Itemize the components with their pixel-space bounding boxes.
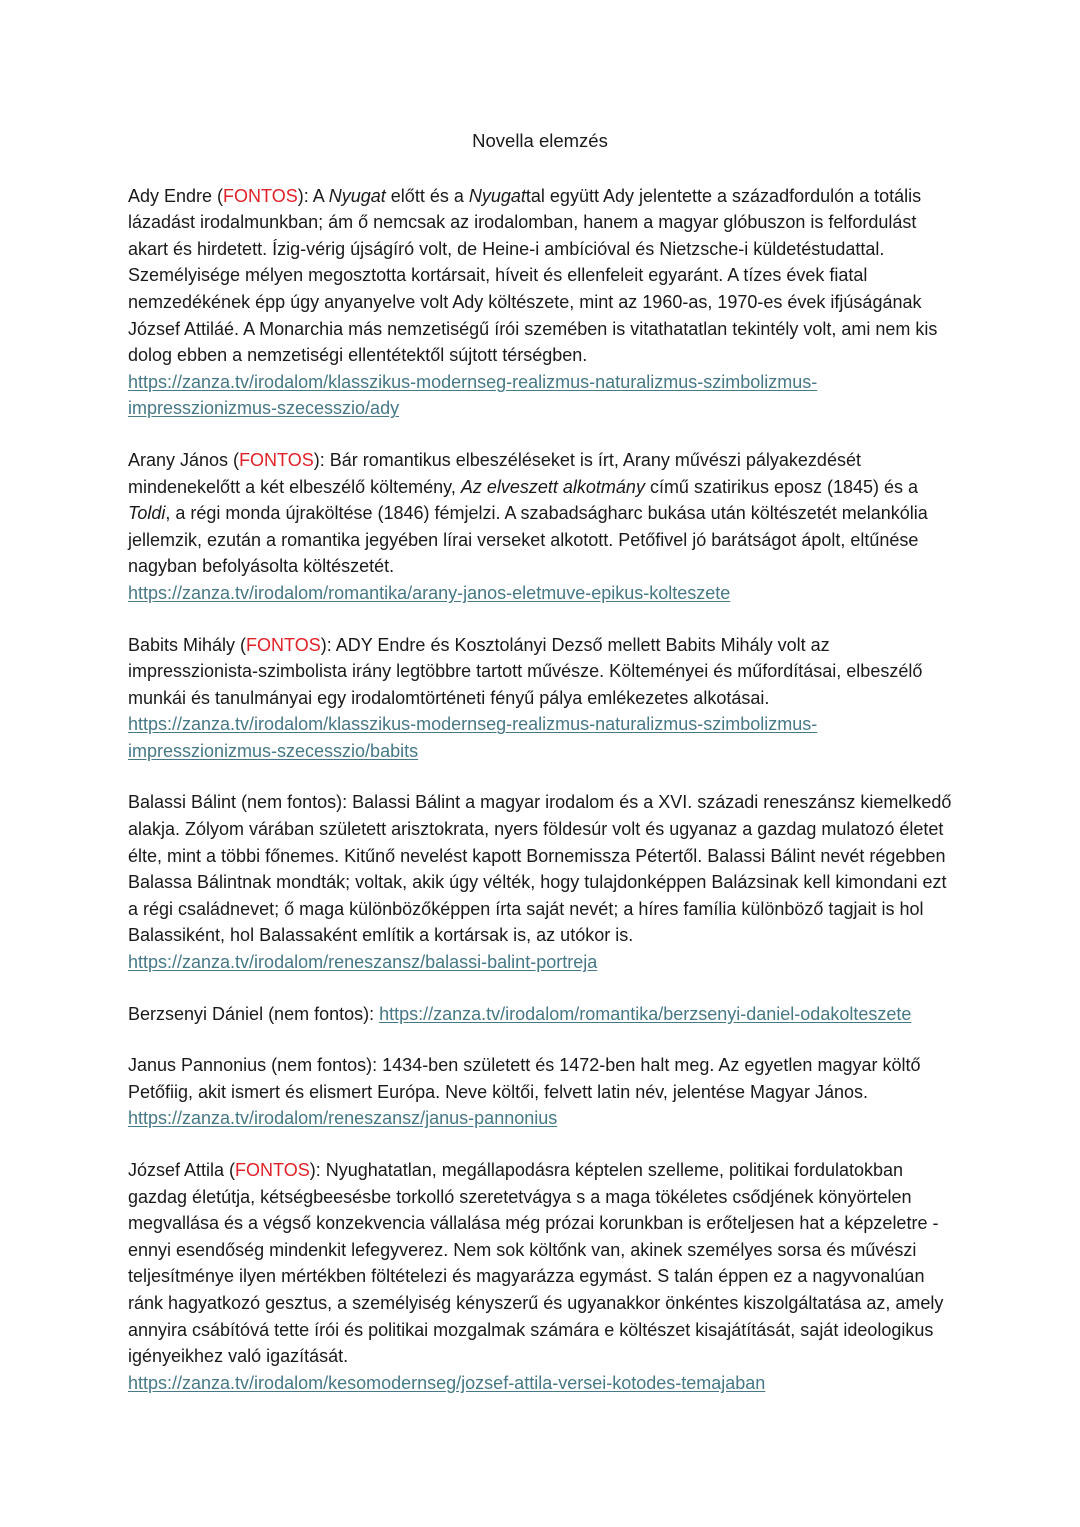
body-text: Arany János ( bbox=[128, 449, 240, 470]
body-text: című szatirikus eposz (1845) és a bbox=[644, 476, 919, 497]
body-text: Berzsenyi Dániel (nem fontos): bbox=[128, 1003, 380, 1024]
zanza-link-berzsenyi[interactable]: https://zanza.tv/irodalom/romantika/berzsenyi-daniel-odakolteszete bbox=[379, 1003, 912, 1024]
paragraph-berzsenyi bbox=[128, 1001, 952, 1028]
importance-flag: FONTOS bbox=[223, 185, 298, 206]
body-text: Ady Endre ( bbox=[128, 185, 224, 206]
paragraph-babits bbox=[128, 632, 952, 765]
body-text: ): A bbox=[297, 185, 329, 206]
zanza-link-babits[interactable]: https://zanza.tv/irodalom/klasszikus-modernseg-realizmus-naturalizmus-szimbolizmus-impresszionizmus-szecesszio/babits bbox=[128, 714, 818, 761]
paragraph-jozsef-attila bbox=[128, 1157, 952, 1396]
body-text: , a régi monda újraköltése (1846) fémjelzi. A szabadságharc bukása után költészetét melankólia jellemzik, ezután a romantika jegyében lírai verseket alkotott. Petőfivel jó barátságot ápolt, eltűnése nagyban befolyásolta költészetét. bbox=[128, 503, 928, 577]
zanza-link-ady[interactable]: https://zanza.tv/irodalom/klasszikus-modernseg-realizmus-naturalizmus-szimbolizmus-impresszionizmus-szecesszio/ady bbox=[128, 371, 818, 419]
importance-flag: FONTOS bbox=[246, 634, 321, 655]
body-text: ): Nyughatatlan, megállapodásra képtelen szelleme, politikai fordulatokban gazdag életútja, kétségbeesésbe torkolló szeretetvágya s a maga tökéletes csődjének könyörtelen megvallása és a végső konzekvencia vállalása még prózai korunkban is erőteljesen hat a képzeletre - ennyi esendőség mindenkit lefegyverez. Nem sok költőnk van, akinek személyes sorsa és művészi teljesítménye ilyen mértékben föltételezi és magyarázza egymást. S talán éppen ez a nagyvonalúan ránk hagyatkozó gesztus, a személyiség kényszerű és ugyanakkor önkéntes kiszolgáltatása az, amely annyira csábítóvá tette írói és politikai mozgalmak számára e költészet kisajátítását, saját ideologikus igényeikhez való igazítását. bbox=[128, 1160, 944, 1367]
paragraph-ady bbox=[128, 183, 952, 422]
body-text: tal együtt Ady jelentette a századfordulón a totális lázadást irodalmunkban; ám ő nemcsak az irodalomban, hanem a magyar glóbuszon is felfordulást akart és hirdetett. Ízig-vérig újságíró volt, de Heine-i ambícióval és Nietzsche-i küldetéstudattal. Személyisége mélyen megosztotta kortársait, híveit és ellenfeleit egyaránt. A tízes évek fiatal nemzedékének épp úgy anyanyelve volt Ady költészete, mint az 1960-as, 1970-es évek ifjúságának József Attiláé. A Monarchia más nemzetiségű írói szemében is vitathatatlan tekintély volt, ami nem kis dolog ebben a nemzetiségi ellentétektől sújtott térségben. bbox=[128, 185, 938, 366]
zanza-link-janus[interactable]: https://zanza.tv/irodalom/reneszansz/janus-pannonius bbox=[128, 1108, 558, 1129]
zanza-link-jozsef-attila[interactable]: https://zanza.tv/irodalom/kesomodernseg/jozsef-attila-versei-kotodes-temajaban bbox=[128, 1372, 766, 1393]
body-text: Babits Mihály ( bbox=[128, 634, 247, 655]
paragraph-arany bbox=[128, 447, 952, 607]
body-text: Balassi Bálint (nem fontos): Balassi Bálint a magyar irodalom és a XVI. századi reneszánsz kiemelkedő alakja. Zólyom várában született arisztokrata, nyers földesúr volt és ugyanaz a gazdag mulatozó életet élte, mint a többi főnemes. Kitűnő nevelést kapott Bornemissza Pétertől. Balassi Bálint nevét régebben Balassa Bálintnak mondták; voltak, akik úgy vélték, hogy tulajdonképpen Balázsinak kell kimondani ezt a régi családnevet; ő maga különbözőképpen írta saját nevét; a híres família különböző tagjait is hol Balassiként, hol Balassaként említik a kortársak is, az utókor is. bbox=[128, 792, 952, 946]
body-text: ): Bár romantikus elbeszéléseket is írt, Arany művészi pályakezdését mindenekelőtt a két elbeszélő költemény, bbox=[128, 449, 861, 497]
work-title: Nyugat bbox=[468, 185, 526, 206]
work-title: Az elveszett alkotmány bbox=[460, 476, 645, 497]
body-text: József Attila ( bbox=[128, 1160, 236, 1180]
document-title: Novella elemzés bbox=[472, 130, 608, 151]
zanza-link-arany[interactable]: https://zanza.tv/irodalom/romantika/arany-janos-eletmuve-epikus-kolteszete bbox=[128, 582, 731, 603]
document-body bbox=[128, 183, 952, 1397]
importance-flag: FONTOS bbox=[235, 1160, 310, 1180]
zanza-link-balassi[interactable]: https://zanza.tv/irodalom/reneszansz/balassi-balint-portreja bbox=[128, 952, 598, 973]
paragraph-balassi bbox=[128, 789, 952, 975]
body-text: ): ADY Endre és Kosztolányi Dezső mellett Babits Mihály volt az impresszionista-szimbolista irány legtöbbre tartott művésze. Költeményei és műfordításai, elbeszélő munkái és tanulmányai egy irodalomtörténeti fényű pálya emlékezetes alkotásai. bbox=[128, 634, 923, 708]
document-content bbox=[128, 128, 952, 1396]
paragraph-janus bbox=[128, 1052, 952, 1132]
body-text: előtt és a bbox=[385, 185, 469, 206]
work-title: Toldi bbox=[128, 503, 166, 524]
work-title: Nyugat bbox=[328, 185, 386, 206]
body-text: Janus Pannonius (nem fontos): 1434-ben született és 1472-ben halt meg. Az egyetlen magyar költő Petőfiig, akit ismert és elismert Európa. Neve költői, felvett latin név, jelentése Magyar János. bbox=[128, 1055, 921, 1102]
importance-flag: FONTOS bbox=[239, 449, 314, 470]
